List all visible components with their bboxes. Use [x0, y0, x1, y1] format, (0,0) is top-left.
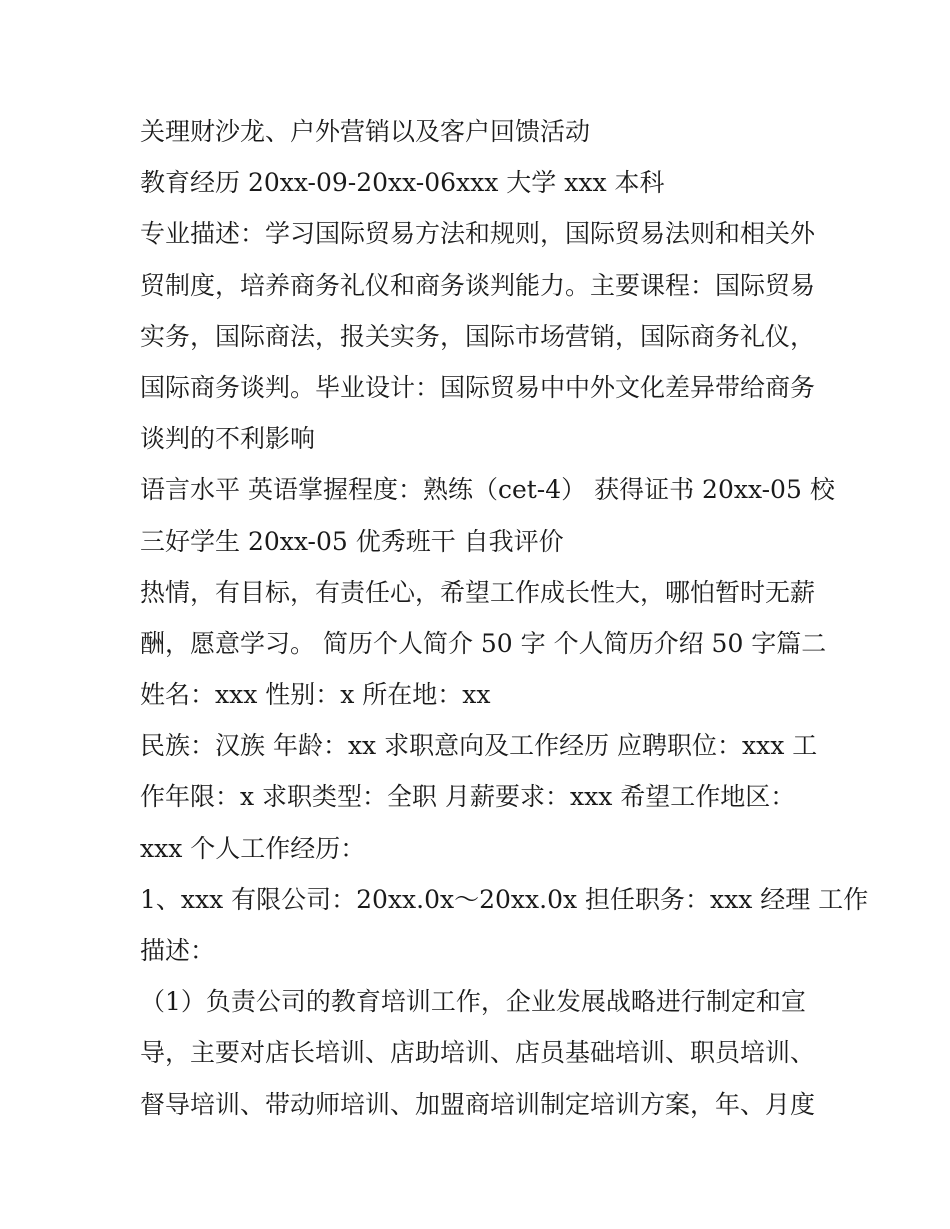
text-line: 实务，国际商法，报关实务，国际市场营销，国际商务礼仪， — [140, 321, 816, 351]
text-line: 国际商务谈判。毕业设计：国际贸易中中外文化差异带给商务 — [140, 372, 816, 402]
text-line: 导，主要对店长培训、店助培训、店员基础培训、职员培训、 — [140, 1038, 816, 1068]
text-line: 1、xxx 有限公司：20xx.0x～20xx.0x 担任职务：xxx 经理 工作 — [140, 884, 869, 914]
text-line: xxx 个人工作经历： — [140, 833, 366, 863]
text-line: 贸制度，培养商务礼仪和商务谈判能力。主要课程：国际贸易 — [140, 270, 816, 300]
text-line: 关理财沙龙、户外营销以及客户回馈活动 — [140, 117, 591, 146]
text-line: 热情，有目标，有责任心，希望工作成长性大，哪怕暂时无薪 — [140, 577, 816, 607]
text-line: 三好学生 20xx-05 优秀班干 自我评价 — [140, 526, 564, 556]
text-line: 语言水平 英语掌握程度：熟练（cet-4） 获得证书 20xx-05 校 — [140, 475, 835, 505]
text-line: 姓名：xxx 性别：x 所在地：xx — [140, 680, 491, 710]
text-line: 教育经历 20xx-09-20xx-06xxx 大学 xxx 本科 — [140, 168, 665, 198]
text-line: 督导培训、带动师培训、加盟商培训制定培训方案，年、月度 — [140, 1089, 816, 1119]
text-line: 民族：汉族 年龄：xx 求职意向及工作经历 应聘职位：xxx 工 — [140, 731, 818, 761]
text-line: 专业描述：学习国际贸易方法和规则，国际贸易法则和相关外 — [140, 219, 816, 249]
resume-text-block — [140, 106, 869, 1130]
text-line: 酬，愿意学习。 简历个人简介 50 字 个人简历介绍 50 字篇二 — [140, 628, 827, 658]
text-line: 谈判的不利影响 — [140, 424, 316, 454]
text-line: 描述： — [140, 936, 216, 965]
text-line: （1）负责公司的教育培训工作，企业发展战略进行制定和宣 — [140, 987, 806, 1017]
text-line: 作年限：x 求职类型：全职 月薪要求：xxx 希望工作地区： — [140, 782, 796, 812]
